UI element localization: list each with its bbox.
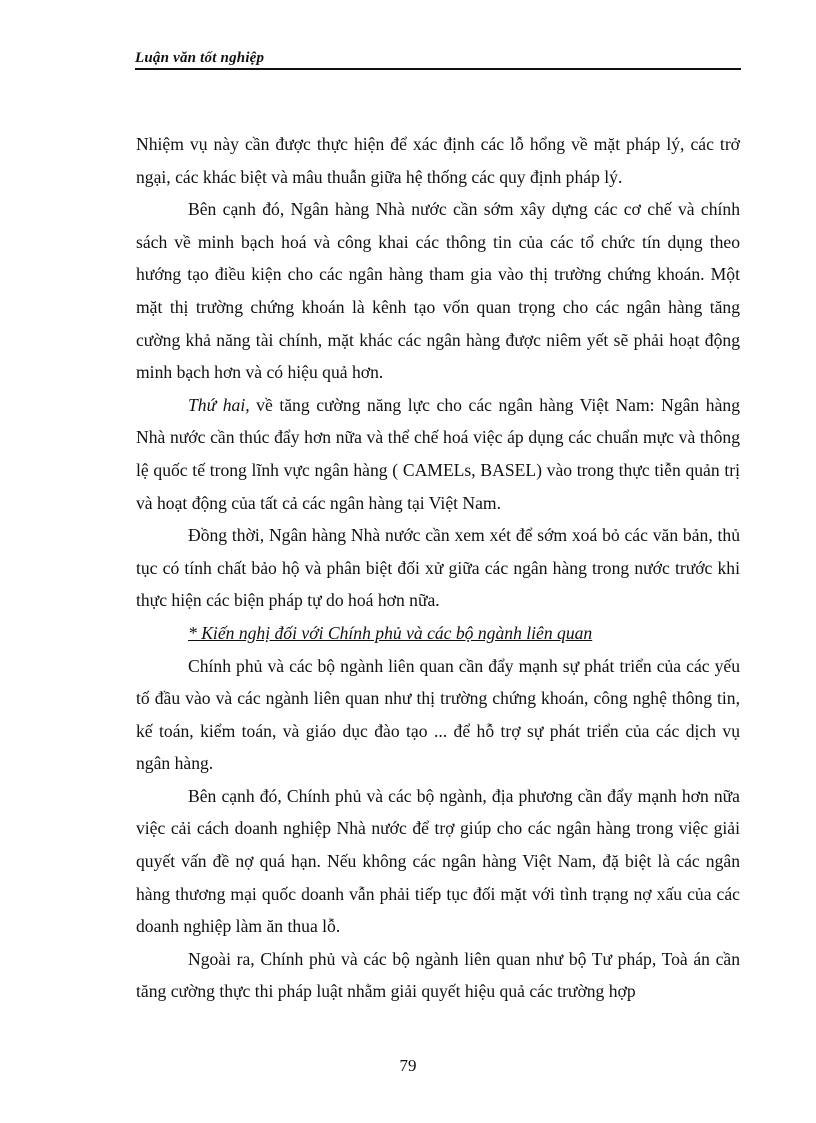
paragraph-4: Đồng thời, Ngân hàng Nhà nước cần xem xét để sớm xoá bỏ các văn bản, thủ tục có tính chất bảo hộ và phân biệt đối xử giữa các ngân hàng trong nước trước khi thực hiện các biện pháp tự do hoá hơn nữa.	[136, 525, 740, 611]
section-heading-text: * Kiến nghị đối với Chính phủ và các bộ ngành liên quan	[188, 622, 593, 643]
paragraph-2: Bên cạnh đó, Ngân hàng Nhà nước cần sớm xây dựng các cơ chế và chính sách về minh bạch hoá và công khai các thông tin của các tổ chức tín dụng theo hướng tạo điều kiện cho các ngân hàng tham gia vào thị trường chứng khoán. Một mặt thị trường chứng khoán là kênh tạo vốn quan trọng cho các ngân hàng tăng cường khả năng tài chính, mặt khác các ngân hàng được niêm yết sẽ phải hoạt động minh bạch hơn và có hiệu quả hơn.	[136, 199, 740, 383]
paragraph-6: Bên cạnh đó, Chính phủ và các bộ ngành, địa phương cần đẩy mạnh hơn nữa việc cải cách doanh nghiệp Nhà nước để trợ giúp cho các ngân hàng trong việc giải quyết vấn đề nợ quá hạn. Nếu không các ngân hàng Việt Nam, đặ biệt là các ngân hàng thương mại quốc doanh vẫn phải tiếp tục đối mặt với tình trạng nợ xấu của các doanh nghiệp làm ăn thua lỗ.	[136, 785, 740, 937]
header-title: Luận văn tốt nghiệp	[135, 50, 265, 66]
paragraph-3-lead: Thứ hai,	[188, 394, 250, 415]
paragraph-3-text: về tăng cường năng lực cho các ngân hàng Việt Nam: Ngân hàng Nhà nước cần thúc đẩy hơn nữa và thể chế hoá việc áp dụng các chuẩn mực và thông lệ quốc tế trong lĩnh vực ngân hàng ( CAMELs, BASEL) vào trong thực tiễn quản trị và hoạt động của tất cả các ngân hàng tại Việt Nam.	[136, 394, 740, 513]
paragraph-7: Ngoài ra, Chính phủ và các bộ ngành liên quan như bộ Tư pháp, Toà án cần tăng cường thực thi pháp luật nhằm giải quyết hiệu quả các trường hợp	[136, 948, 740, 1002]
page-body	[136, 128, 740, 1008]
page-header	[135, 50, 741, 70]
paragraph-3	[136, 389, 740, 519]
page-number: 79	[399, 1056, 417, 1075]
section-heading	[136, 617, 740, 650]
paragraph-5: Chính phủ và các bộ ngành liên quan cần đẩy mạnh sự phát triển của các yếu tố đầu vào và các ngành liên quan như thị trường chứng khoán, công nghệ thông tin, kế toán, kiểm toán, và giáo dục đào tạo ... để hỗ trợ sự phát triển của các dịch vụ ngân hàng.	[136, 655, 740, 774]
paragraph-1: Nhiệm vụ này cần được thực hiện để xác định các lỗ hổng về mặt pháp lý, các trở ngại, các khác biệt và mâu thuẫn giữa hệ thống các quy định pháp lý.	[136, 134, 740, 187]
